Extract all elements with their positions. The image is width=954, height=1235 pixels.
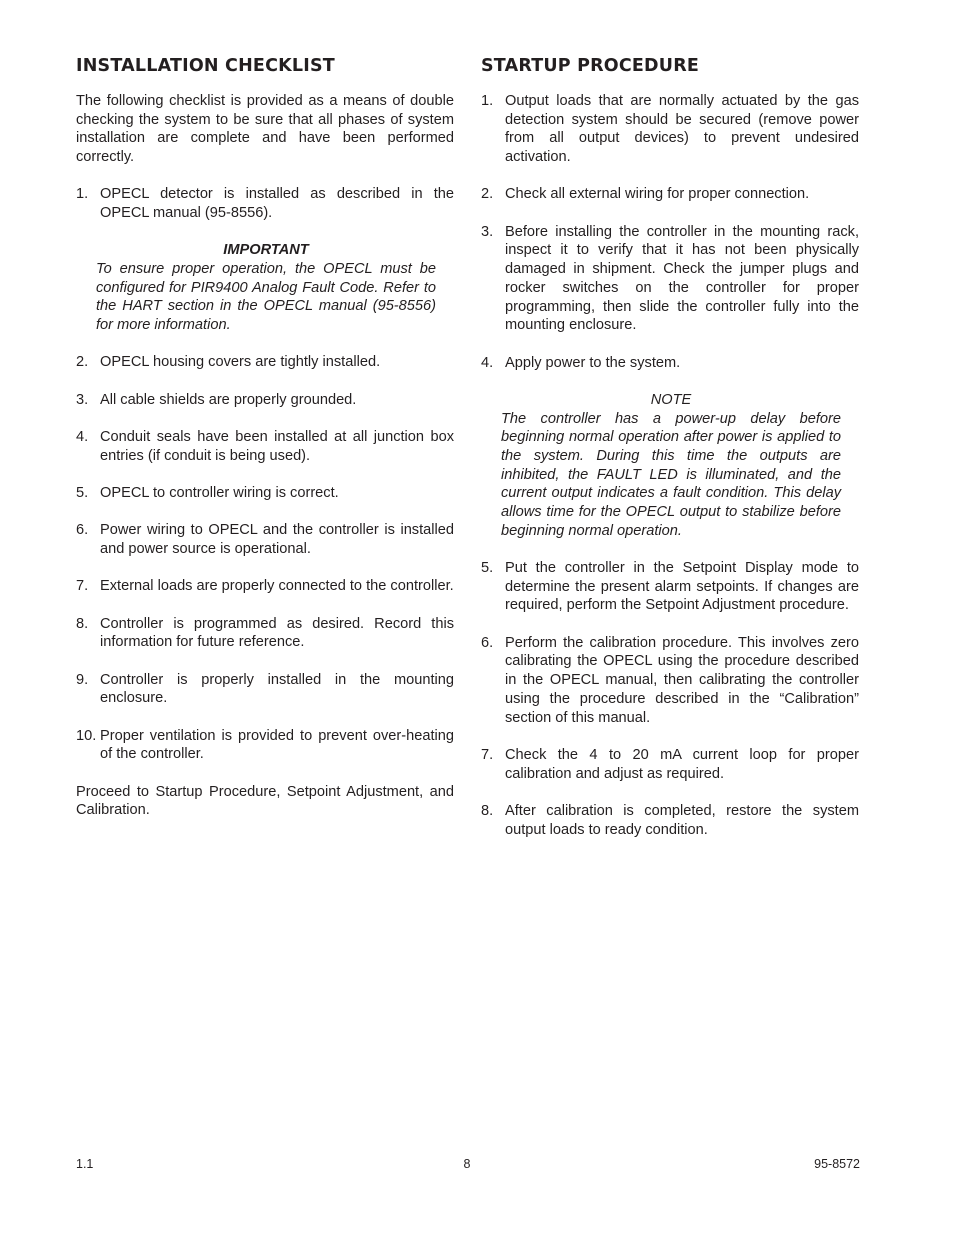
step-number: 6. [481,634,494,651]
item-text: Proper ventilation is provided to prevent over-heating of the controller. [100,727,454,763]
startup-procedure-column [481,52,859,858]
checklist-item [76,577,454,596]
step-text: Apply power to the system. [505,354,681,371]
checklist-item [76,615,454,652]
item-text: Controller is properly installed in the mounting enclosure. [100,671,454,707]
item-text: Conduit seals have been installed at all junction box entries (if conduit is being used). [100,429,454,464]
item-number: 4. [76,429,89,446]
startup-procedure-heading: STARTUP PROCEDURE [481,56,700,76]
item-text: External loads are properly connected to the controller. [100,578,454,595]
procedure-step [481,802,859,839]
procedure-step [481,92,859,167]
item-number: 1. [76,186,89,203]
installation-checklist-heading: INSTALLATION CHECKLIST [76,56,335,76]
item-text: Power wiring to OPECL and the controller is installed and power source is operational. [100,522,454,558]
checklist-item [76,521,454,558]
step-number: 7. [481,746,494,763]
item-number: 3. [76,391,89,408]
note-callout [501,391,841,541]
procedure-step [481,185,859,204]
checklist-item [76,391,454,410]
step-text: Perform the calibration procedure. This involves zero calibrating the OPECL using the procedure described in the OPECL manual, then calibrating the controller using the procedure described in the “Calibration” section of this manual. [505,634,859,726]
step-number: 8. [481,802,494,819]
step-number: 1. [481,93,494,109]
important-callout [96,241,436,335]
item-text: OPECL to controller wiring is correct. [100,485,339,502]
checklist-item [76,484,454,503]
checklist-item [76,727,454,764]
step-text: After calibration is completed, restore the system output loads to ready condition. [505,802,859,838]
item-number: 7. [76,578,89,595]
important-title: IMPORTANT [223,242,309,259]
item-text: Controller is programmed as desired. Record this information for future reference. [100,615,454,651]
step-number: 3. [481,223,494,240]
footer-document-number: 95-8572 [814,1157,860,1171]
item-number: 9. [76,671,89,688]
checklist-item [76,428,454,465]
procedure-step [481,746,859,783]
item-text: OPECL housing covers are tightly installed. [100,354,381,371]
item-number: 2. [76,354,89,371]
footer-revision: 1.1 [76,1157,94,1171]
step-text: Put the controller in the Setpoint Display mode to determine the present alarm setpoints. If changes are required, perform the Setpoint Adjustment procedure. [505,560,859,614]
checklist-intro: The following checklist is provided as a means of double checking the system to be sure that all phases of system installation are complete and have been performed correctly. [76,93,454,166]
checklist-closing: Proceed to Startup Procedure, Setpoint Adjustment, and Calibration. [76,783,454,819]
installation-checklist-column [76,52,454,839]
item-number: 8. [76,615,89,632]
step-text: Check all external wiring for proper connection. [505,186,810,203]
step-text: Output loads that are normally actuated by the gas detection system should be secured (remove power from all output devices) to prevent undesired activation. [505,93,859,166]
procedure-step [481,223,859,335]
footer-page-number: 8 [463,1157,471,1171]
step-number: 2. [481,186,494,203]
procedure-step [481,559,859,615]
note-title: NOTE [650,391,692,408]
item-text: All cable shields are properly grounded. [100,391,357,408]
step-text: Check the 4 to 20 mA current loop for proper calibration and adjust as required. [505,746,859,782]
checklist-item [76,185,454,222]
procedure-step [481,634,859,728]
note-body: The controller has a power-up delay before beginning normal operation after power is applied to the system. During this time the outputs are inhibited, the FAULT LED is illuminated, and the current output indicates a fault condition. This delay allows time for the OPECL output to stabilize before beginning normal operation. [501,410,841,539]
important-body: To ensure proper operation, the OPECL must be configured for PIR9400 Analog Fault Code. Refer to the HART section in the OPECL manual (95-8556) for more information. [96,261,436,334]
procedure-step [481,354,859,373]
item-number: 6. [76,522,89,539]
step-text: Before installing the controller in the mounting rack, inspect it to verify that it has not been physically damaged in shipment. Check the jumper plugs and rocker switches on the controller for proper programming, then slide the controller fully into the mounting enclosure. [505,223,859,334]
checklist-item [76,353,454,372]
step-number: 4. [481,354,494,371]
checklist-item [76,671,454,708]
item-number: 5. [76,485,89,502]
item-number: 10. [76,727,97,744]
item-text: OPECL detector is installed as described in the OPECL manual (95-8556). [100,186,454,222]
step-number: 5. [481,560,494,577]
